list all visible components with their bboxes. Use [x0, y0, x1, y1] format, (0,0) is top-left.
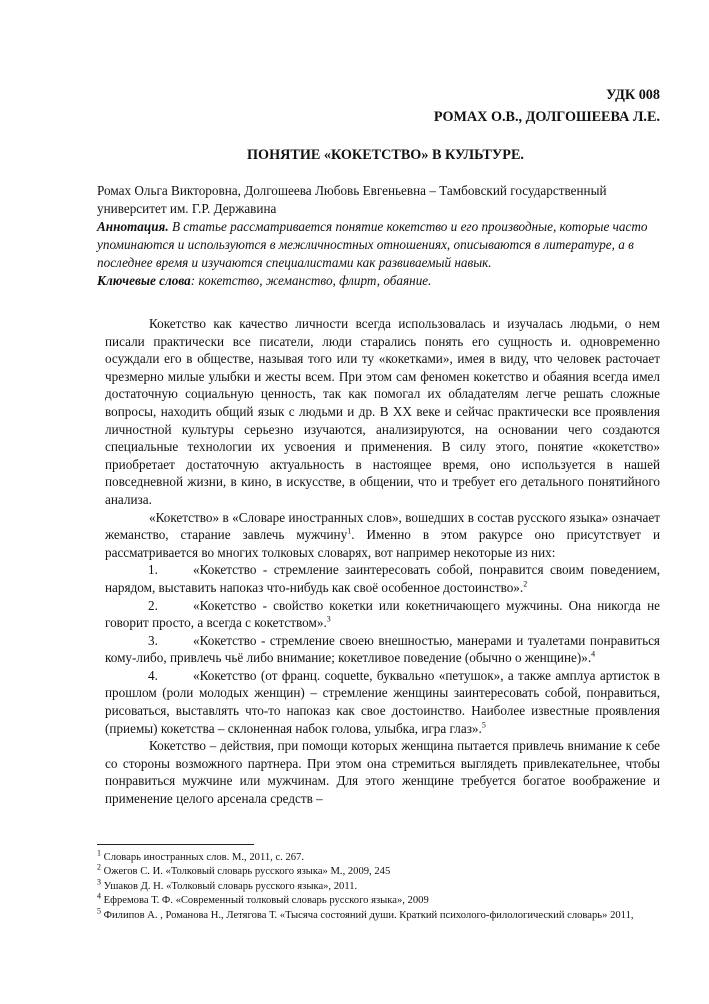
keywords-label: Ключевые слова	[97, 273, 191, 288]
footnote-ref-1[interactable]: 1	[347, 526, 352, 536]
footnote	[97, 877, 660, 894]
footnote-number: 5	[97, 906, 101, 916]
footnote-text: Филипов А. , Романова Н., Летягова Т. «Тысяча состояний души. Краткий психолого-филологический словарь» 2011,	[101, 909, 634, 921]
keywords	[97, 272, 660, 290]
keywords-text: : кокетство, жеманство, флирт, обаяние.	[190, 273, 432, 288]
footnote-number: 2	[97, 862, 101, 872]
footnote	[97, 891, 660, 908]
footnote	[97, 906, 660, 923]
definition-item	[105, 561, 660, 596]
footnote	[97, 848, 660, 865]
definition-item	[105, 597, 660, 632]
body-paragraph-2-text: «Кокетство» в «Словаре иностранных слов», вошедших в состав русского языка» означает жеманство, старание завлечь мужчину	[105, 509, 660, 543]
item-number: 3.	[148, 632, 158, 648]
item-number: 1.	[148, 562, 158, 578]
footnote-ref-2[interactable]: 2	[523, 579, 528, 589]
item-number: 4.	[148, 667, 158, 683]
authors-header: РОМАХ О.В., ДОЛГОШЕЕВА Л.Е.	[433, 109, 660, 125]
item-text: «Кокетство (от франц. coquette, буквально «петушок», а также амплуа артисток в прошлом (роли молодых женщин) – стремление женщины заинтересовать собой, понравиться, рисоваться, выставлять что-то напоказ как свое достоинство. Наиболее известные проявления (приемы) кокетства – склоненная набок голова, улыбка, игра глаз».	[105, 667, 660, 736]
udk-code: УДК 008	[606, 87, 660, 103]
footnote	[97, 862, 660, 879]
body-paragraph-2-text-cont: . Именно в этом ракурсе оно присутствует и рассматривается во многих толковых словарях, вот например некоторые из них:	[105, 527, 661, 560]
footnote-ref-3[interactable]: 3	[326, 614, 331, 624]
footnotes	[97, 848, 660, 923]
body-paragraph-2	[105, 509, 660, 562]
footnote-number: 1	[97, 848, 101, 858]
abstract-label: Аннотация.	[97, 219, 169, 234]
body-paragraph-1: Кокетство как качество личности всегда использовалась и изучалась людьми, о нем писали практически все писатели, люди старались понять его сущность и. одновременно осуждали его в обществе, называя того или ту «кокетками», имея в виду, что человек расточает чрезмерно милые улыбки и жесты всем. При этом сам феномен кокетство и обаяния всегда имел достаточную социальную ценность, так как помогал их обладателям легче решать сложные вопросы, находить общий язык с людьми и др. В XX веке и сейчас практически все проявления личностной культуры серьезно изучаются, анализируются, на основании чего создаются специальные технологии их усвоения и применения. В силу этого, понятие «кокетство» приобретает достаточную актуальность в настоящее время, оно используется в нашей повседневной жизни, в кино, в искусстве, в общении, что и требует его детального понятийного анализа.	[105, 316, 660, 507]
footnote-ref-4[interactable]: 4	[591, 649, 596, 659]
footnote-ref-5[interactable]: 5	[481, 720, 486, 730]
footnote-text: Ефремова Т. Ф. «Современный толковый словарь русского языка», 2009	[101, 895, 429, 907]
paper-title: ПОНЯТИЕ «КОКЕТСТВО» В КУЛЬТУРЕ.	[247, 147, 524, 163]
footnote-number: 3	[97, 877, 101, 887]
paper-body	[105, 315, 660, 808]
abstract-text: В статье рассматривается понятие кокетство и его производные, которые часто упоминаются и используются в межличностных отношениях, описываются в литературе, а в последнее время и изучаются специалистами как развиваемый навык.	[97, 219, 648, 270]
footnote-divider	[97, 844, 254, 845]
paper-meta	[97, 182, 660, 290]
footnote-text: Ушаков Д. Н. «Толковый словарь русского языка», 2011.	[101, 880, 358, 892]
footnote-number: 4	[97, 891, 101, 901]
abstract	[97, 218, 660, 272]
item-text: «Кокетство - стремление своею внешностью, манерами и туалетами понравиться кому-либо, привлечь чьё либо внимание; кокетливое поведение (обычно о женщине)».	[105, 632, 660, 666]
body-paragraph-3: Кокетство – действия, при помощи которых женщина пытается привлечь внимание к себе со стороны возможного партнера. При этом она стремиться выглядеть привлекательнее, чтобы понравиться мужчине или мужчинам. Для этого женщине требуется богатое воображение и применение целого арсенала средств –	[105, 738, 660, 807]
item-number: 2.	[148, 597, 158, 613]
definition-item	[105, 667, 660, 737]
item-text: «Кокетство - стремление заинтересовать собой, понравится своим поведением, нарядом, выставить напоказ что-нибудь как своё особенное достоинство».	[105, 562, 660, 595]
footnote-text: Словарь иностранных слов. М., 2011, с. 267.	[101, 852, 304, 863]
affiliation: Ромах Ольга Викторовна, Долгошеева Любовь Евгеньевна – Тамбовский государственный университет им. Г.Р. Державина	[97, 183, 607, 216]
item-text: «Кокетство - свойство кокетки или кокетничающего мужчины. Она никогда не говорит просто, а всегда с кокетством».	[105, 597, 660, 631]
footnote-text: Ожегов С. И. «Толковый словарь русского языка» М., 2009, 245	[101, 866, 391, 878]
definition-item	[105, 632, 660, 667]
